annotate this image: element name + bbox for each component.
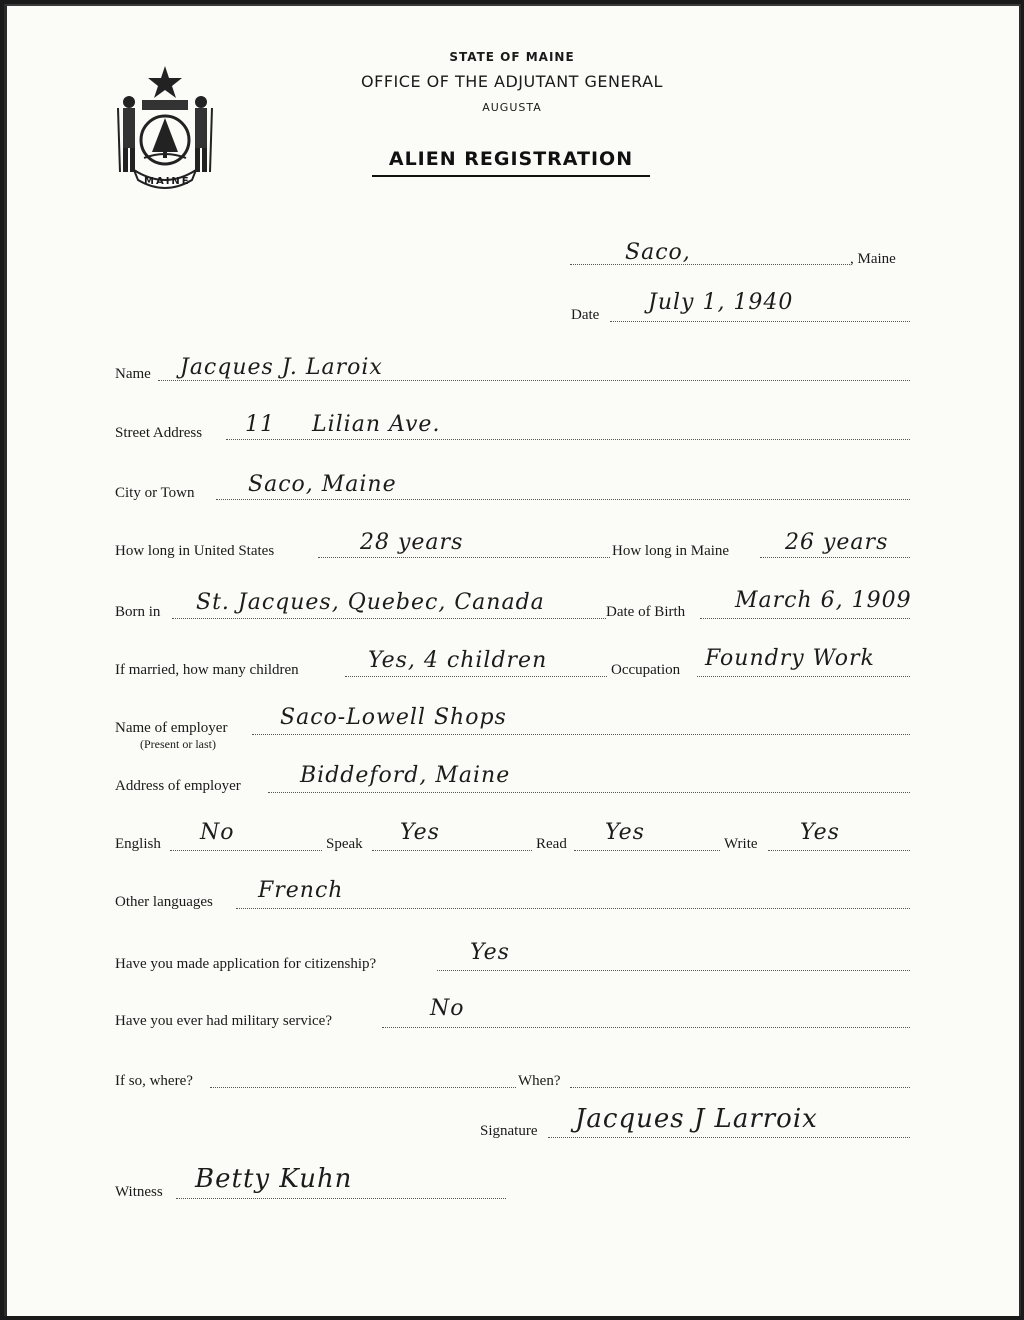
other-languages-value: French — [258, 878, 344, 903]
occupation-label: Occupation — [611, 662, 681, 678]
how-long-us-value: 28 years — [360, 530, 464, 555]
read-line — [574, 850, 720, 851]
name-value: Jacques J. Laroix — [180, 355, 383, 380]
how-long-maine-label: How long in Maine — [612, 543, 730, 559]
city-town-value: Saco, Maine — [248, 472, 397, 497]
street-value: Lilian Ave. — [312, 412, 441, 437]
speak-line — [372, 850, 532, 851]
military-value: No — [430, 996, 465, 1021]
employer-name-value: Saco-Lowell Shops — [280, 705, 507, 730]
name-line — [158, 380, 910, 381]
witness-label: Witness — [115, 1184, 163, 1200]
date-label: Date — [571, 307, 600, 323]
citizenship-label: Have you made application for citizenship? — [115, 956, 377, 972]
citizenship-line — [437, 970, 910, 971]
when-line — [570, 1087, 910, 1088]
date-of-birth-line — [700, 618, 910, 619]
maine-label: , Maine — [850, 251, 896, 267]
married-children-label: If married, how many children — [115, 662, 299, 678]
street-line — [226, 439, 910, 440]
speak-label: Speak — [326, 836, 363, 852]
state-heading: STATE OF MAINE — [449, 50, 575, 64]
city-town-label: City or Town — [115, 485, 195, 501]
name-label: Name — [115, 366, 151, 382]
military-line — [382, 1027, 910, 1028]
street-label: Street Address — [115, 425, 203, 441]
date-value: July 1, 1940 — [648, 290, 794, 315]
employer-name-label: Name of employer — [115, 720, 228, 736]
english-label: English — [115, 836, 161, 852]
read-label: Read — [536, 836, 567, 852]
occupation-value: Foundry Work — [705, 646, 875, 671]
town-value: Saco, — [625, 240, 691, 265]
form-title: ALIEN REGISTRATION — [388, 148, 634, 170]
if-so-where-line — [210, 1087, 516, 1088]
born-in-value: St. Jacques, Quebec, Canada — [196, 590, 545, 615]
married-children-line — [345, 676, 607, 677]
town-line — [570, 264, 850, 265]
how-long-maine-line — [760, 557, 910, 558]
military-label: Have you ever had military service? — [115, 1013, 332, 1029]
employer-address-label: Address of employer — [115, 778, 241, 794]
signature-line — [548, 1137, 910, 1138]
married-children-value: Yes, 4 children — [368, 648, 548, 673]
signature-value: Jacques J Larroix — [575, 1104, 818, 1134]
how-long-us-line — [318, 557, 610, 558]
english-value: No — [200, 820, 235, 845]
employer-note: (Present or last) — [140, 737, 216, 751]
title-underline — [372, 175, 650, 177]
other-languages-label: Other languages — [115, 894, 213, 910]
speak-value: Yes — [400, 820, 440, 845]
when-label: When? — [518, 1073, 561, 1089]
seal-banner-text: MAINE — [144, 176, 191, 187]
office-heading: OFFICE OF THE ADJUTANT GENERAL — [361, 72, 663, 91]
read-value: Yes — [605, 820, 645, 845]
witness-value: Betty Kuhn — [195, 1164, 353, 1194]
signature-label: Signature — [480, 1123, 538, 1139]
how-long-us-label: How long in United States — [115, 543, 275, 559]
date-line — [610, 321, 910, 322]
if-so-where-label: If so, where? — [115, 1073, 193, 1089]
occupation-line — [697, 676, 910, 677]
english-line — [170, 850, 322, 851]
employer-name-line — [252, 734, 910, 735]
employer-address-line — [268, 792, 910, 793]
date-of-birth-value: March 6, 1909 — [735, 588, 912, 613]
write-label: Write — [724, 836, 758, 852]
witness-line — [176, 1198, 506, 1199]
write-line — [768, 850, 910, 851]
born-in-label: Born in — [115, 604, 161, 620]
city-town-line — [216, 499, 910, 500]
city-heading: AUGUSTA — [482, 101, 542, 114]
date-of-birth-label: Date of Birth — [606, 604, 686, 620]
employer-address-value: Biddeford, Maine — [300, 763, 511, 788]
how-long-maine-value: 26 years — [785, 530, 889, 555]
street-number-value: 11 — [245, 412, 275, 437]
other-languages-line — [236, 908, 910, 909]
born-in-line — [172, 618, 606, 619]
citizenship-value: Yes — [470, 940, 510, 965]
write-value: Yes — [800, 820, 840, 845]
